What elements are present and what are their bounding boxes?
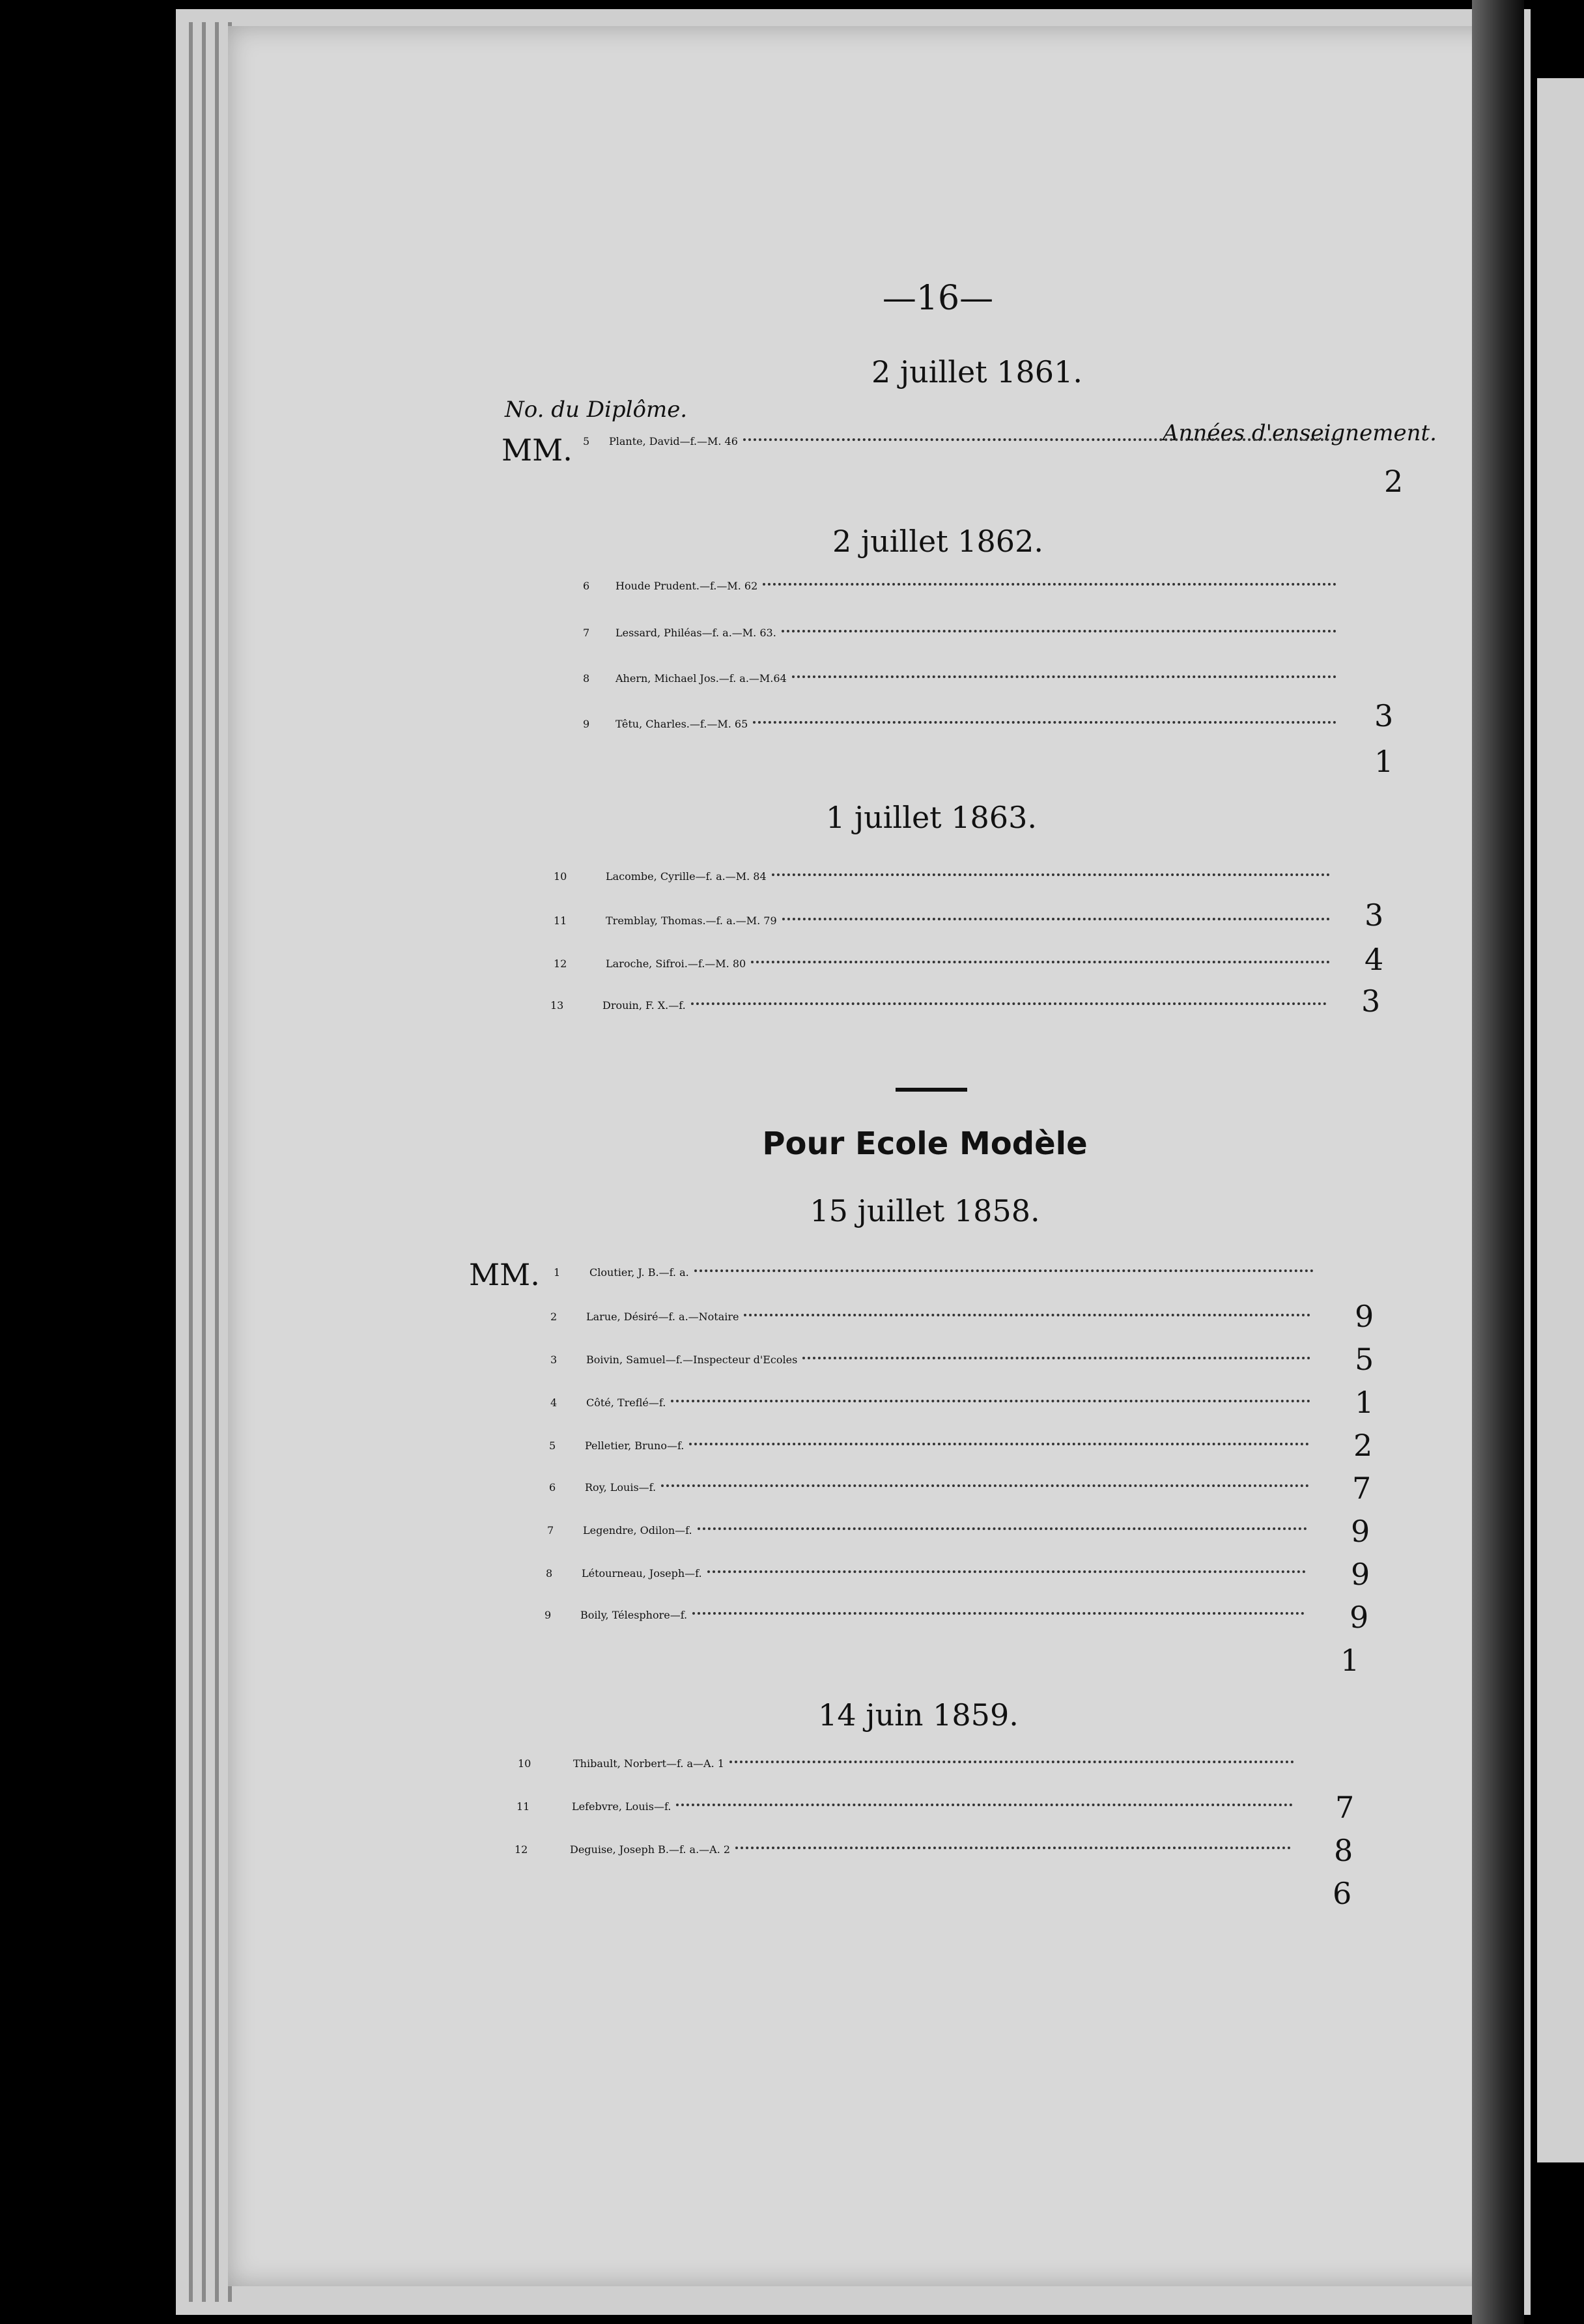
- leader-dots: [692, 1612, 1305, 1615]
- leader-dots: [691, 1002, 1327, 1005]
- diploma-number: 3: [550, 1353, 558, 1366]
- diploma-number: 8: [583, 672, 590, 685]
- leader-dots: [802, 1357, 1310, 1359]
- entry-text: Thibault, Norbert—f. a—A. 1: [573, 1757, 724, 1770]
- diploma-number: 13: [550, 999, 564, 1012]
- leader-dots: [743, 438, 1340, 441]
- leader-dots: [676, 1804, 1293, 1806]
- diploma-number: 4: [550, 1396, 558, 1409]
- entry-text: Lacombe, Cyrille—f. a.—M. 84: [606, 870, 767, 883]
- leader-dots: [671, 1400, 1310, 1402]
- date-heading: 2 juillet 1861.: [871, 354, 1082, 390]
- entry-text: Boivin, Samuel—f.—Inspecteur d'Ecoles: [586, 1353, 798, 1366]
- list-item: [583, 435, 1345, 472]
- leader-dots: [763, 583, 1336, 586]
- years-value: 3: [1374, 698, 1394, 733]
- years-value: 7: [1335, 1790, 1355, 1825]
- years-value: 9: [1350, 1600, 1369, 1635]
- list-item: [515, 1843, 1296, 1880]
- list-item: [549, 1439, 1314, 1476]
- diploma-number: 10: [554, 870, 567, 883]
- diploma-number: 12: [554, 957, 567, 970]
- diploma-number: 2: [550, 1311, 558, 1323]
- list-item: [583, 672, 1342, 709]
- leader-dots: [782, 630, 1336, 632]
- years-value: 2: [1384, 464, 1404, 499]
- leader-dots: [753, 721, 1336, 724]
- years-value: 5: [1355, 1342, 1374, 1377]
- entry-text: Legendre, Odilon—f.: [583, 1524, 692, 1537]
- list-item: [554, 870, 1335, 907]
- list-item: [550, 1353, 1316, 1390]
- years-value: 3: [1365, 898, 1384, 933]
- leader-dots: [735, 1847, 1291, 1849]
- years-value: 9: [1351, 1557, 1370, 1592]
- diploma-number: 12: [515, 1843, 528, 1856]
- list-item: [583, 627, 1342, 663]
- list-item: [583, 580, 1342, 616]
- years-value: 1: [1374, 744, 1394, 779]
- list-item: [583, 718, 1342, 754]
- leader-dots: [694, 1269, 1314, 1272]
- years-value: 1: [1355, 1385, 1374, 1420]
- years-value: 6: [1333, 1876, 1352, 1911]
- list-item: [554, 957, 1335, 994]
- entry-text: Ahern, Michael Jos.—f. a.—M.64: [615, 672, 787, 685]
- leader-dots: [689, 1443, 1309, 1445]
- entry-text: Létourneau, Joseph—f.: [582, 1567, 702, 1580]
- diploma-number: 11: [516, 1800, 530, 1813]
- leader-dots: [751, 961, 1330, 963]
- date-heading: 1 juillet 1863.: [826, 800, 1037, 835]
- leader-dots: [792, 675, 1336, 678]
- leader-dots: [772, 873, 1330, 876]
- diploma-number: 11: [554, 914, 567, 927]
- diploma-number: 7: [547, 1524, 554, 1537]
- diploma-number: 5: [549, 1439, 556, 1452]
- diploma-number: 1: [554, 1266, 561, 1279]
- list-item: [554, 914, 1335, 951]
- entry-text: Lessard, Philéas—f. a.—M. 63.: [615, 627, 776, 639]
- years-value: 9: [1351, 1514, 1370, 1549]
- entry-text: Têtu, Charles.—f.—M. 65: [615, 718, 748, 730]
- diploma-number: 9: [544, 1609, 552, 1621]
- years-value: 2: [1353, 1428, 1373, 1463]
- list-item: [546, 1567, 1311, 1604]
- section-divider: [896, 1088, 967, 1092]
- entry-text: Deguise, Joseph B.—f. a.—A. 2: [570, 1843, 731, 1856]
- entry-text: Côté, Treflé—f.: [586, 1396, 666, 1409]
- list-item: [518, 1757, 1299, 1794]
- list-item: [550, 999, 1332, 1036]
- list-item: [550, 1396, 1316, 1433]
- entry-text: Pelletier, Bruno—f.: [585, 1439, 685, 1452]
- diploma-number: 7: [583, 627, 590, 639]
- entry-text: Lefebvre, Louis—f.: [572, 1800, 672, 1813]
- diploma-number: 6: [583, 580, 590, 592]
- list-item: [554, 1266, 1319, 1303]
- entry-text: Drouin, F. X.—f.: [602, 999, 686, 1012]
- leader-dots: [698, 1527, 1307, 1530]
- entry-text: Cloutier, J. B.—f. a.: [589, 1266, 689, 1279]
- diploma-number: 8: [546, 1567, 553, 1580]
- years-value: 8: [1334, 1833, 1353, 1868]
- honorific-prefix: MM.: [469, 1257, 540, 1292]
- entry-text: Laroche, Sifroi.—f.—M. 80: [606, 957, 746, 970]
- list-item: [516, 1800, 1298, 1837]
- entry-text: Tremblay, Thomas.—f. a.—M. 79: [606, 914, 777, 927]
- years-value: 4: [1365, 942, 1384, 977]
- leader-dots: [744, 1314, 1310, 1316]
- years-value: 9: [1355, 1299, 1374, 1334]
- diploma-number: 9: [583, 718, 590, 730]
- entry-text: Plante, David—f.—M. 46: [609, 435, 738, 447]
- section-title: Pour Ecole Modèle: [762, 1126, 1088, 1162]
- diploma-number: 10: [518, 1757, 531, 1770]
- leader-dots: [782, 918, 1330, 920]
- leader-dots: [729, 1761, 1294, 1763]
- list-item: [550, 1311, 1316, 1347]
- date-heading: 2 juillet 1862.: [832, 524, 1043, 559]
- years-teaching-header: Années d'enseignement.: [1163, 420, 1437, 446]
- entry-text: Roy, Louis—f.: [585, 1481, 657, 1494]
- leader-dots: [661, 1484, 1309, 1487]
- diploma-number: 6: [549, 1481, 556, 1494]
- leader-dots: [707, 1570, 1306, 1573]
- entry-text: Larue, Désiré—f. a.—Notaire: [586, 1311, 739, 1323]
- list-item: [544, 1609, 1310, 1645]
- diploma-number-header: No. du Diplôme.: [505, 397, 688, 423]
- honorific-prefix: MM.: [502, 432, 573, 468]
- list-item: [547, 1524, 1312, 1561]
- entry-text: Boily, Télesphore—f.: [580, 1609, 688, 1621]
- date-heading: 14 juin 1859.: [818, 1697, 1019, 1733]
- years-value: 7: [1352, 1471, 1372, 1506]
- years-value: 3: [1361, 984, 1381, 1019]
- diploma-number: 5: [583, 435, 590, 447]
- entry-text: Houde Prudent.—f.—M. 62: [615, 580, 758, 592]
- list-item: [549, 1481, 1314, 1518]
- years-value: 1: [1340, 1643, 1360, 1678]
- page-number: —16—: [882, 279, 994, 318]
- date-heading: 15 juillet 1858.: [810, 1193, 1040, 1228]
